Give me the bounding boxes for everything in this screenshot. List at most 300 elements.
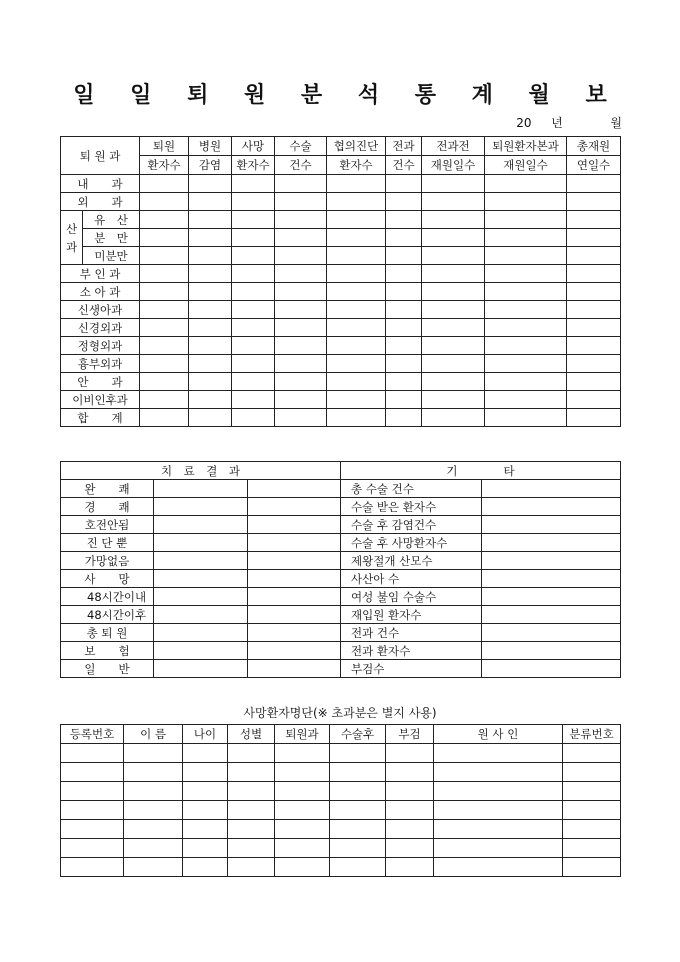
entry-cell[interactable] (140, 265, 189, 283)
entry-cell[interactable] (434, 858, 563, 877)
entry-cell[interactable] (567, 391, 621, 409)
department-label: 정형외과 (61, 337, 140, 355)
entry-cell[interactable] (386, 391, 422, 409)
obstetrics-group-label (61, 211, 83, 265)
entry-cell[interactable] (386, 782, 434, 801)
column-header-line1: 퇴원 (140, 137, 189, 156)
entry-cell[interactable] (232, 211, 275, 229)
entry-cell[interactable] (567, 229, 621, 247)
entry-cell[interactable] (482, 660, 621, 678)
entry-cell[interactable] (422, 265, 485, 283)
entry-cell[interactable] (386, 373, 422, 391)
entry-cell[interactable] (228, 782, 275, 801)
column-header-line1: 전과 (386, 137, 422, 156)
entry-cell[interactable] (567, 355, 621, 373)
entry-cell[interactable] (232, 301, 275, 319)
entry-cell[interactable] (386, 265, 422, 283)
entry-cell[interactable] (61, 782, 124, 801)
entry-cell[interactable] (327, 211, 386, 229)
department-row (61, 193, 621, 211)
entry-cell[interactable] (183, 744, 228, 763)
entry-cell[interactable] (485, 409, 567, 427)
entry-cell[interactable] (61, 858, 124, 877)
entry-cell[interactable] (386, 193, 422, 211)
department-header: 퇴 원 과 (61, 137, 140, 175)
result-row (61, 516, 621, 534)
entry-cell[interactable] (248, 624, 341, 642)
entry-cell[interactable] (189, 391, 232, 409)
entry-cell[interactable] (485, 301, 567, 319)
entry-cell[interactable] (327, 409, 386, 427)
entry-cell[interactable] (422, 355, 485, 373)
entry-cell[interactable] (327, 175, 386, 193)
entry-cell[interactable] (232, 175, 275, 193)
entry-cell[interactable] (228, 858, 275, 877)
entry-cell[interactable] (248, 570, 341, 588)
entry-cell[interactable] (248, 642, 341, 660)
entry-cell[interactable] (563, 744, 621, 763)
entry-cell[interactable] (482, 498, 621, 516)
result-row (61, 642, 621, 660)
month-label: 월 (610, 116, 622, 130)
entry-cell[interactable] (482, 534, 621, 552)
entry-cell[interactable] (275, 355, 327, 373)
entry-cell[interactable] (189, 193, 232, 211)
entry-cell[interactable] (327, 391, 386, 409)
entry-cell[interactable] (275, 820, 330, 839)
department-row (61, 265, 621, 283)
entry-cell[interactable] (124, 744, 183, 763)
page-title: 일 일 퇴 원 분 석 통 계 월 보 (73, 82, 621, 108)
result-row (61, 570, 621, 588)
entry-cell[interactable] (248, 498, 341, 516)
entry-cell[interactable] (330, 782, 386, 801)
entry-cell[interactable] (124, 858, 183, 877)
column-header-line1: 사망 (232, 137, 275, 156)
department-row (61, 175, 621, 193)
entry-cell[interactable] (275, 211, 327, 229)
entry-cell[interactable] (189, 229, 232, 247)
entry-cell[interactable] (567, 175, 621, 193)
treatment-result-label: 진 단 뿐 (61, 534, 154, 552)
entry-cell[interactable] (183, 820, 228, 839)
entry-cell[interactable] (567, 373, 621, 391)
entry-cell[interactable] (275, 409, 327, 427)
entry-cell[interactable] (485, 229, 567, 247)
entry-cell[interactable] (61, 744, 124, 763)
entry-cell[interactable] (275, 337, 327, 355)
entry-cell[interactable] (422, 391, 485, 409)
result-row (61, 660, 621, 678)
department-label: 외 과 (61, 193, 140, 211)
entry-cell[interactable] (124, 763, 183, 782)
entry-cell[interactable] (140, 283, 189, 301)
deceased-column-header: 원 사 인 (434, 725, 563, 744)
entry-cell[interactable] (275, 391, 327, 409)
obstetrics-group-top: 산 (65, 221, 78, 236)
entry-cell[interactable] (154, 570, 248, 588)
result-row (61, 480, 621, 498)
department-label: 소 아 과 (61, 283, 140, 301)
entry-cell[interactable] (140, 319, 189, 337)
entry-cell[interactable] (189, 355, 232, 373)
department-row (61, 301, 621, 319)
entry-cell[interactable] (386, 801, 434, 820)
entry-cell[interactable] (422, 193, 485, 211)
entry-cell[interactable] (183, 763, 228, 782)
entry-cell[interactable] (386, 301, 422, 319)
entry-cell[interactable] (386, 337, 422, 355)
entry-cell[interactable] (189, 373, 232, 391)
entry-cell[interactable] (275, 283, 327, 301)
entry-cell[interactable] (61, 801, 124, 820)
entry-cell[interactable] (140, 247, 189, 265)
treatment-result-label: 48시간이내 (61, 588, 154, 606)
result-row (61, 624, 621, 642)
treatment-result-label: 가망없음 (61, 552, 154, 570)
entry-cell[interactable] (275, 319, 327, 337)
other-label: 수술 후 감염건수 (341, 516, 482, 534)
entry-cell[interactable] (386, 820, 434, 839)
entry-cell[interactable] (154, 588, 248, 606)
column-header-line1: 총재원 (567, 137, 621, 156)
entry-cell[interactable] (61, 820, 124, 839)
entry-cell[interactable] (327, 319, 386, 337)
department-row (61, 211, 621, 229)
entry-cell[interactable] (248, 606, 341, 624)
entry-cell[interactable] (330, 839, 386, 858)
entry-cell[interactable] (482, 516, 621, 534)
entry-cell[interactable] (228, 820, 275, 839)
entry-cell[interactable] (154, 660, 248, 678)
entry-cell[interactable] (327, 265, 386, 283)
entry-cell[interactable] (189, 283, 232, 301)
result-row (61, 498, 621, 516)
column-header-line2: 재원일수 (485, 156, 567, 175)
entry-cell[interactable] (248, 534, 341, 552)
entry-cell[interactable] (434, 801, 563, 820)
entry-cell[interactable] (567, 211, 621, 229)
entry-cell[interactable] (124, 782, 183, 801)
entry-cell[interactable] (422, 373, 485, 391)
entry-cell[interactable] (422, 175, 485, 193)
entry-cell[interactable] (485, 373, 567, 391)
deceased-patient-table (60, 724, 621, 877)
column-header-line2: 환자수 (140, 156, 189, 175)
entry-cell[interactable] (482, 552, 621, 570)
entry-cell[interactable] (485, 211, 567, 229)
entry-cell[interactable] (386, 247, 422, 265)
entry-cell[interactable] (386, 409, 422, 427)
entry-cell[interactable] (140, 175, 189, 193)
entry-cell[interactable] (422, 229, 485, 247)
entry-cell[interactable] (189, 211, 232, 229)
entry-cell[interactable] (485, 319, 567, 337)
entry-cell[interactable] (248, 480, 341, 498)
table-row (61, 820, 621, 839)
entry-cell[interactable] (330, 763, 386, 782)
entry-cell[interactable] (154, 498, 248, 516)
column-header-line1: 수술 (275, 137, 327, 156)
entry-cell[interactable] (232, 283, 275, 301)
entry-cell[interactable] (327, 247, 386, 265)
entry-cell[interactable] (275, 247, 327, 265)
entry-cell[interactable] (183, 858, 228, 877)
entry-cell[interactable] (386, 355, 422, 373)
column-header-line2: 환자수 (327, 156, 386, 175)
entry-cell[interactable] (275, 744, 330, 763)
entry-cell[interactable] (228, 801, 275, 820)
entry-cell[interactable] (434, 763, 563, 782)
column-header-line1: 병원 (189, 137, 232, 156)
result-row (61, 606, 621, 624)
entry-cell[interactable] (140, 373, 189, 391)
entry-cell[interactable] (275, 782, 330, 801)
entry-cell[interactable] (275, 801, 330, 820)
entry-cell[interactable] (232, 265, 275, 283)
entry-cell[interactable] (140, 229, 189, 247)
entry-cell[interactable] (189, 337, 232, 355)
treatment-result-label: 호전안됨 (61, 516, 154, 534)
entry-cell[interactable] (567, 265, 621, 283)
entry-cell[interactable] (275, 229, 327, 247)
entry-cell[interactable] (189, 301, 232, 319)
entry-cell[interactable] (567, 319, 621, 337)
treatment-result-label: 완 쾌 (61, 480, 154, 498)
death-list-title: 사망환자명단(※ 초과분은 별지 사용) (243, 706, 437, 720)
entry-cell[interactable] (232, 373, 275, 391)
department-row (61, 391, 621, 409)
column-header-line1: 협의진단 (327, 137, 386, 156)
column-header-line2: 환자수 (232, 156, 275, 175)
entry-cell[interactable] (330, 858, 386, 877)
obstetrics-sub-label: 분 만 (83, 229, 140, 247)
entry-cell[interactable] (140, 301, 189, 319)
entry-cell[interactable] (232, 247, 275, 265)
entry-cell[interactable] (140, 355, 189, 373)
deceased-column-header: 성별 (228, 725, 275, 744)
other-label: 제왕절개 산모수 (341, 552, 482, 570)
department-row (61, 409, 621, 427)
entry-cell[interactable] (228, 744, 275, 763)
column-header-line1: 전과전 (422, 137, 485, 156)
entry-cell[interactable] (434, 744, 563, 763)
entry-cell[interactable] (422, 337, 485, 355)
entry-cell[interactable] (154, 552, 248, 570)
deceased-column-header: 수술후 (330, 725, 386, 744)
entry-cell[interactable] (140, 391, 189, 409)
entry-cell[interactable] (275, 301, 327, 319)
entry-cell[interactable] (567, 193, 621, 211)
entry-cell[interactable] (189, 319, 232, 337)
entry-cell[interactable] (183, 782, 228, 801)
entry-cell[interactable] (275, 858, 330, 877)
entry-cell[interactable] (485, 265, 567, 283)
entry-cell[interactable] (248, 660, 341, 678)
entry-cell[interactable] (422, 319, 485, 337)
department-row (61, 337, 621, 355)
entry-cell[interactable] (434, 839, 563, 858)
entry-cell[interactable] (275, 763, 330, 782)
column-header-line2: 건수 (275, 156, 327, 175)
department-label: 신경외과 (61, 319, 140, 337)
entry-cell[interactable] (232, 409, 275, 427)
treatment-results-table (60, 461, 621, 678)
entry-cell[interactable] (482, 642, 621, 660)
deceased-column-header: 등록번호 (61, 725, 124, 744)
treatment-result-label: 사 망 (61, 570, 154, 588)
entry-cell[interactable] (140, 337, 189, 355)
entry-cell[interactable] (434, 820, 563, 839)
entry-cell[interactable] (189, 409, 232, 427)
entry-cell[interactable] (386, 211, 422, 229)
department-label: 안 과 (61, 373, 140, 391)
entry-cell[interactable] (61, 763, 124, 782)
column-header-line2: 연일수 (567, 156, 621, 175)
entry-cell[interactable] (140, 193, 189, 211)
entry-cell[interactable] (485, 247, 567, 265)
entry-cell[interactable] (275, 373, 327, 391)
entry-cell[interactable] (563, 858, 621, 877)
entry-cell[interactable] (485, 337, 567, 355)
entry-cell[interactable] (327, 229, 386, 247)
entry-cell[interactable] (61, 839, 124, 858)
entry-cell[interactable] (485, 391, 567, 409)
entry-cell[interactable] (189, 175, 232, 193)
entry-cell[interactable] (482, 624, 621, 642)
entry-cell[interactable] (154, 606, 248, 624)
department-label: 신생아과 (61, 301, 140, 319)
year-prefix: 20 (516, 116, 532, 130)
deceased-column-header: 이 름 (124, 725, 183, 744)
entry-cell[interactable] (386, 744, 434, 763)
entry-cell[interactable] (386, 839, 434, 858)
entry-cell[interactable] (327, 193, 386, 211)
entry-cell[interactable] (485, 175, 567, 193)
entry-cell[interactable] (563, 782, 621, 801)
column-header-line1: 퇴원환자본과 (485, 137, 567, 156)
entry-cell[interactable] (563, 820, 621, 839)
department-row (61, 247, 621, 265)
entry-cell[interactable] (567, 283, 621, 301)
entry-cell[interactable] (482, 606, 621, 624)
entry-cell[interactable] (327, 301, 386, 319)
entry-cell[interactable] (275, 193, 327, 211)
department-label: 합 계 (61, 409, 140, 427)
entry-cell[interactable] (482, 570, 621, 588)
entry-cell[interactable] (386, 319, 422, 337)
entry-cell[interactable] (232, 391, 275, 409)
entry-cell[interactable] (189, 265, 232, 283)
deceased-column-header: 퇴원과 (275, 725, 330, 744)
entry-cell[interactable] (422, 211, 485, 229)
entry-cell[interactable] (567, 409, 621, 427)
entry-cell[interactable] (386, 858, 434, 877)
entry-cell[interactable] (330, 801, 386, 820)
entry-cell[interactable] (386, 229, 422, 247)
entry-cell[interactable] (330, 820, 386, 839)
other-label: 사산아 수 (341, 570, 482, 588)
entry-cell[interactable] (386, 283, 422, 301)
entry-cell[interactable] (275, 175, 327, 193)
entry-cell[interactable] (422, 283, 485, 301)
entry-cell[interactable] (228, 763, 275, 782)
entry-cell[interactable] (124, 839, 183, 858)
entry-cell[interactable] (248, 552, 341, 570)
entry-cell[interactable] (232, 355, 275, 373)
department-row (61, 355, 621, 373)
entry-cell[interactable] (327, 337, 386, 355)
department-label: 부 인 과 (61, 265, 140, 283)
treatment-result-label: 경 쾌 (61, 498, 154, 516)
entry-cell[interactable] (386, 175, 422, 193)
entry-cell[interactable] (275, 265, 327, 283)
entry-cell[interactable] (275, 839, 330, 858)
entry-cell[interactable] (140, 409, 189, 427)
entry-cell[interactable] (567, 337, 621, 355)
entry-cell[interactable] (154, 534, 248, 552)
entry-cell[interactable] (124, 801, 183, 820)
entry-cell[interactable] (434, 782, 563, 801)
entry-cell[interactable] (563, 763, 621, 782)
entry-cell[interactable] (248, 588, 341, 606)
entry-cell[interactable] (124, 820, 183, 839)
entry-cell[interactable] (563, 801, 621, 820)
entry-cell[interactable] (485, 193, 567, 211)
entry-cell[interactable] (232, 229, 275, 247)
entry-cell[interactable] (183, 801, 228, 820)
entry-cell[interactable] (232, 193, 275, 211)
entry-cell[interactable] (482, 588, 621, 606)
department-row (61, 319, 621, 337)
entry-cell[interactable] (154, 480, 248, 498)
department-label: 흉부외과 (61, 355, 140, 373)
table-row (61, 782, 621, 801)
entry-cell[interactable] (327, 283, 386, 301)
entry-cell[interactable] (567, 247, 621, 265)
entry-cell[interactable] (330, 744, 386, 763)
entry-cell[interactable] (228, 839, 275, 858)
entry-cell[interactable] (327, 373, 386, 391)
entry-cell[interactable] (327, 355, 386, 373)
entry-cell[interactable] (232, 337, 275, 355)
entry-cell[interactable] (189, 247, 232, 265)
column-header-line2: 재원일수 (422, 156, 485, 175)
department-label: 이비인후과 (61, 391, 140, 409)
deceased-column-header: 부검 (386, 725, 434, 744)
entry-cell[interactable] (485, 283, 567, 301)
entry-cell[interactable] (248, 516, 341, 534)
entry-cell[interactable] (154, 516, 248, 534)
entry-cell[interactable] (154, 624, 248, 642)
entry-cell[interactable] (485, 355, 567, 373)
entry-cell[interactable] (140, 211, 189, 229)
entry-cell[interactable] (232, 319, 275, 337)
table-row (61, 763, 621, 782)
entry-cell[interactable] (183, 839, 228, 858)
entry-cell[interactable] (422, 301, 485, 319)
entry-cell[interactable] (386, 763, 434, 782)
deceased-column-header: 분류번호 (563, 725, 621, 744)
entry-cell[interactable] (422, 409, 485, 427)
entry-cell[interactable] (154, 642, 248, 660)
entry-cell[interactable] (482, 480, 621, 498)
entry-cell[interactable] (422, 247, 485, 265)
entry-cell[interactable] (563, 839, 621, 858)
department-label: 내 과 (61, 175, 140, 193)
treatment-result-label: 48시간이후 (61, 606, 154, 624)
entry-cell[interactable] (567, 301, 621, 319)
